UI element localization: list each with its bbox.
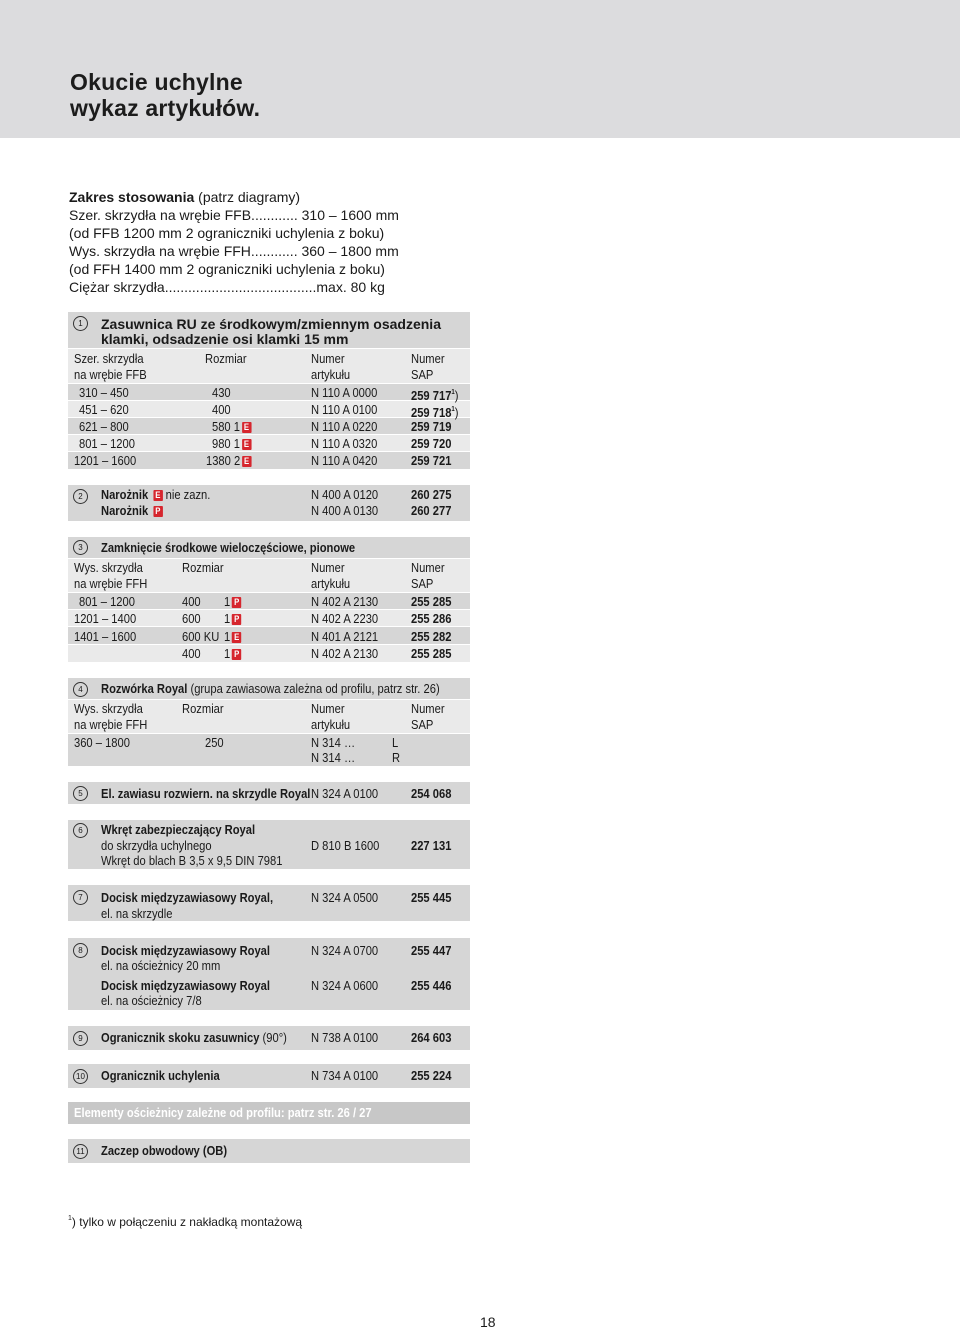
table-cell-article: N 324 A 0500 (311, 890, 379, 905)
p-badge-icon: P (232, 597, 241, 608)
intro-heading: Zakres stosowania (69, 189, 195, 205)
intro-width-range: Szer. skrzydła na wrębie FFB............ 310 – 1600 mm (69, 207, 399, 223)
section5-title: El. zawiasu rozwiern. na skrzydle Royal (101, 786, 311, 801)
footnote: $^1$) tylko w połączeniu z nakładką montażową (68, 1215, 303, 1229)
intro-weight: Ciężar skrzydła.......................................max. 80 kg (69, 279, 385, 295)
table-cell-qty: 1 E (224, 629, 241, 645)
section8a-line2: el. na ościeżnicy 20 mm (101, 958, 221, 973)
e-badge-icon: E (232, 632, 241, 643)
col-header-height-sub: na wrębie FFH (74, 717, 148, 732)
table-cell-article: N 734 A 0100 (311, 1068, 379, 1083)
e-badge-icon: E (242, 456, 251, 467)
table-cell-article: N 324 A 0600 (311, 978, 379, 993)
table-cell-range: 1201 – 1600 (74, 453, 137, 468)
table-cell-side: L (392, 735, 399, 750)
table-cell-sap: 264 603 (411, 1030, 452, 1045)
table-cell-range: 310 – 450 (79, 385, 129, 400)
section-number-2: 2 (73, 489, 88, 504)
table-cell-range: 1201 – 1400 (74, 611, 137, 626)
section7-line2: el. na skrzydle (101, 906, 173, 921)
table-cell-size: 580 1 E (212, 419, 251, 435)
table-cell-sap: 255 282 (411, 629, 452, 644)
table-cell-size: 430 (212, 385, 231, 400)
col-header-height: Wys. skrzydła (74, 701, 143, 716)
table-cell-size: 400 (212, 402, 231, 417)
table-cell-article: N 400 A 0120 (311, 487, 379, 502)
col-header-width: Szer. skrzydła (74, 351, 144, 366)
table-cell-sap: 259 719 (411, 419, 452, 434)
section8b-line2: el. na ościeżnicy 7/8 (101, 993, 202, 1008)
section-number-11: 11 (73, 1144, 88, 1159)
table-cell-sap: 255 286 (411, 611, 452, 626)
table-cell-article: N 110 A 0320 (311, 436, 378, 451)
table-cell-qty: 1 P (224, 594, 241, 610)
col-header-article-sub: artykułu (311, 576, 351, 591)
table-cell-side: R (392, 750, 401, 765)
intro-heading-rest: (patrz diagramy) (194, 189, 301, 205)
table-cell-range: 621 – 800 (79, 419, 129, 434)
section6-line3: Wkręt do blach B 3,5 x 9,5 DIN 7981 (101, 853, 283, 868)
table-cell-sap: 255 285 (411, 594, 452, 609)
section-number-7: 7 (73, 890, 88, 905)
table-cell-range: 801 – 1200 (79, 594, 135, 609)
col-header-sap-sub: SAP (411, 576, 434, 591)
table-cell-article: N 314 … (311, 735, 356, 750)
table-cell-article: N 738 A 0100 (311, 1030, 379, 1045)
table-cell-article: N 324 A 0100 (311, 786, 379, 801)
list-item: Narożnik E nie zazn. (101, 487, 211, 502)
section-number-8: 8 (73, 943, 88, 958)
table-cell-sap: 227 131 (411, 838, 452, 853)
col-header-sap: Numer (411, 701, 445, 716)
intro-height-note: (od FFH 1400 mm 2 ograniczniki uchylenia z boku) (69, 261, 385, 277)
table-cell-article: D 810 B 1600 (311, 838, 380, 853)
table-cell-sap: 259 $717^1$) (411, 388, 459, 403)
section4-title: Rozwórka Royal (grupa zawiasowa zależna od profilu, patrz str. 26) (101, 681, 440, 696)
table-cell-article: N 400 A 0130 (311, 503, 379, 518)
table-cell-size: 1380 2 E (206, 453, 251, 469)
table-cell-size: 600 (182, 611, 201, 626)
table-cell-sap: 255 445 (411, 890, 452, 905)
p-badge-icon: P (153, 506, 162, 517)
col-header-article: Numer (311, 701, 345, 716)
table-cell-article: N 401 A 2121 (311, 629, 379, 644)
e-badge-icon: E (242, 422, 251, 433)
p-badge-icon: P (232, 614, 241, 625)
section-number-6: 6 (73, 823, 88, 838)
col-header-size: Rozmiar (205, 351, 247, 366)
section6-title: Wkręt zabezpieczający Royal (101, 822, 256, 837)
table-cell-qty: 1 P (224, 646, 241, 662)
table-cell-article: N 110 A 0220 (311, 419, 378, 434)
table-cell-range: 1401 – 1600 (74, 629, 137, 644)
section-number-5: 5 (73, 786, 88, 801)
col-header-article-sub: artykułu (311, 717, 351, 732)
table-cell-size: 400 (182, 594, 201, 609)
p-badge-icon: P (232, 649, 241, 660)
table-cell-article: N 402 A 2130 (311, 646, 379, 661)
table-cell-sap: 259 720 (411, 436, 452, 451)
table-cell-sap: 259 $718^1$) (411, 405, 459, 420)
intro-width-note: (od FFB 1200 mm 2 ograniczniki uchylenia z boku) (69, 225, 385, 241)
page-title-line1: Okucie uchylne (70, 69, 243, 95)
table-cell-size: 980 1 E (212, 436, 251, 452)
section-number-9: 9 (73, 1031, 88, 1046)
section-number-1: 1 (73, 316, 88, 331)
col-header-sap-sub: SAP (411, 717, 434, 732)
list-item: Narożnik P (101, 503, 163, 519)
section6-line2: do skrzydła uchylnego (101, 838, 212, 853)
page-header (0, 0, 960, 138)
col-header-sap-sub: SAP (411, 367, 434, 382)
table-cell-sap: 260 277 (411, 503, 452, 518)
table-cell-sap: 255 224 (411, 1068, 452, 1083)
table-cell-sap: 255 446 (411, 978, 452, 993)
col-header-size: Rozmiar (182, 560, 224, 575)
section10-title: Ogranicznik uchylenia (101, 1068, 220, 1083)
table-cell-article: N 402 A 2130 (311, 594, 379, 609)
table-cell-article: N 110 A 0100 (311, 402, 378, 417)
table-cell-article: N 110 A 0000 (311, 385, 378, 400)
table-cell-article: N 402 A 2230 (311, 611, 379, 626)
table-cell-qty: 1 P (224, 611, 241, 627)
section1-title-line1: Zasuwnica RU ze środkowym/zmiennym osadzenia (101, 316, 441, 332)
table-cell-range: 801 – 1200 (79, 436, 135, 451)
section-number-3: 3 (73, 540, 88, 555)
table-row-band (68, 645, 470, 662)
intro-height-range: Wys. skrzydła na wrębie FFH............ 360 – 1800 mm (69, 243, 399, 259)
table-cell-sap: 260 275 (411, 487, 452, 502)
table-cell-range: 360 – 1800 (74, 735, 130, 750)
col-header-height: Wys. skrzydła (74, 560, 143, 575)
table-cell-article: N 324 A 0700 (311, 943, 379, 958)
table-cell-article: N 314 … (311, 750, 356, 765)
table-cell-size: 600 KU (182, 629, 220, 644)
table-cell-sap: 254 068 (411, 786, 452, 801)
section8a-title: Docisk międzyzawiasowy Royal (101, 943, 271, 958)
page-number: 18 (480, 1314, 496, 1330)
col-header-size: Rozmiar (182, 701, 224, 716)
col-header-sap: Numer (411, 560, 445, 575)
table-cell-range: 451 – 620 (79, 402, 129, 417)
table-cell-size: 400 (182, 646, 201, 661)
section9-title: Ogranicznik skoku zasuwnicy (90°) (101, 1030, 287, 1045)
section11-title: Zaczep obwodowy (OB) (101, 1143, 228, 1158)
e-badge-icon: E (153, 490, 162, 501)
section7-title: Docisk międzyzawiasowy Royal, (101, 890, 274, 905)
col-header-article-sub: artykułu (311, 367, 351, 382)
table-cell-article: N 110 A 0420 (311, 453, 378, 468)
e-badge-icon: E (242, 439, 251, 450)
section1-title-line2: klamki, odsadzenie osi klamki 15 mm (101, 331, 349, 347)
intro-block (69, 188, 399, 296)
table-cell-sap: 255 447 (411, 943, 452, 958)
section-number-10: 10 (73, 1069, 88, 1084)
section-number-4: 4 (73, 682, 88, 697)
section8b-title: Docisk międzyzawiasowy Royal (101, 978, 271, 993)
col-header-article: Numer (311, 560, 345, 575)
table-cell-size: 250 (205, 735, 224, 750)
table-cell-sap: 259 721 (411, 453, 452, 468)
section3-title: Zamknięcie środkowe wieloczęściowe, pionowe (101, 540, 356, 555)
table-cell-sap: 255 285 (411, 646, 452, 661)
col-header-width-sub: na wrębie FFB (74, 367, 147, 382)
col-header-article: Numer (311, 351, 345, 366)
frame-note: Elementy ościeżnicy zależne od profilu: patrz str. 26 / 27 (74, 1105, 372, 1120)
col-header-sap: Numer (411, 351, 445, 366)
col-header-height-sub: na wrębie FFH (74, 576, 148, 591)
page-title-line2: wykaz artykułów. (70, 95, 261, 121)
